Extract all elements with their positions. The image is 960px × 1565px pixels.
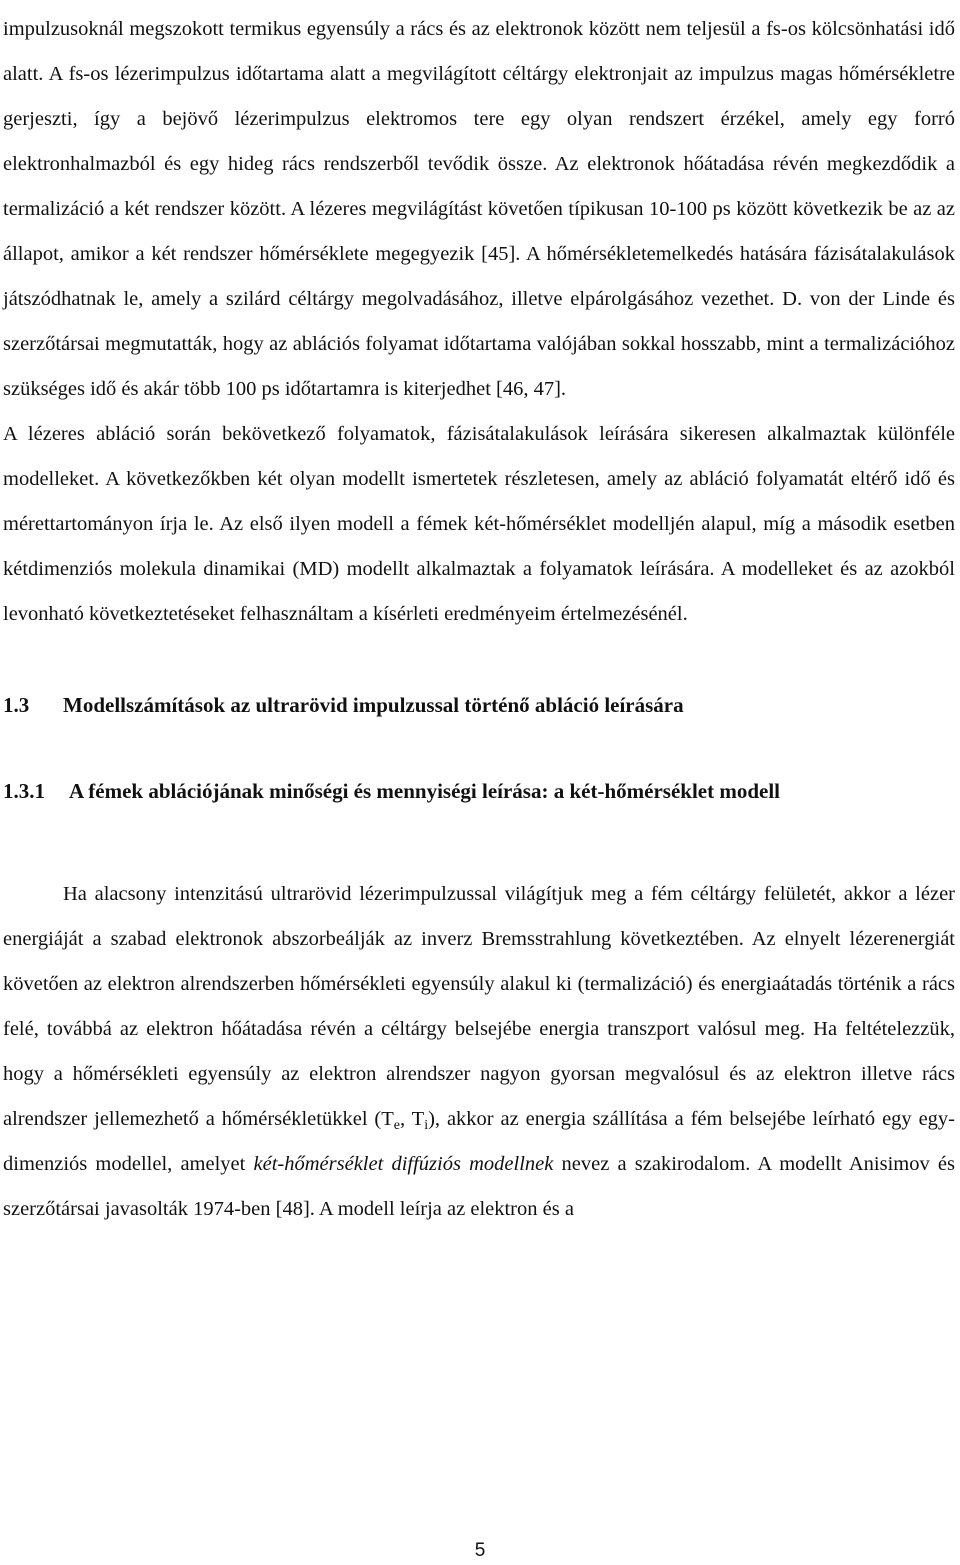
body-paragraph-1: impulzusoknál megszokott termikus egyensúly a rács és az elektronok között nem teljesül a fs-os kölcsönhatási idő alatt. A fs-os lézerimpulzus időtartama alatt a megvilágított céltárgy elektronjait az impulzus magas hőmérsékletre gerjeszti, így a bejövő lézerimpulzus elektromos tere egy olyan rendszert érzékel, amely egy forró elektronhalmazból és egy hideg rács rendszerből tevődik össze. Az elektronok hőátadása révén megkezdődik a termalizáció a két rendszer között. A lézeres megvilágítást követően típikusan 10-100 ps között következik be az az állapot, amikor a két rendszer hőmérséklete megegyezik [45]. A hőmérsékletemelkedés hatására fázisátalakulások játszódhatnak le, amely a szilárd céltárgy megolvadásához, illetve elpárolgásához vezethet. D. von der Linde és szerzőtársai megmutatták, hogy az ablációs folyamat időtartama valójában sokkal hosszabb, mint a termalizációhoz szükséges idő és akár több 100 ps időtartamra is kiterjedhet [46, 47]. — [3, 18, 955, 400]
body-paragraph-2: A lézeres abláció során bekövetkező folyamatok, fázisátalakulások leírására sikeresen alkalmaztak különféle modelleket. A következőkben két olyan modellt ismertetek részletesen, amely az abláció folyamatát eltérő idő és mérettartományon írja le. Az első ilyen modell a fémek két-hőmérséklet modelljén alapul, míg a második esetben kétdimenziós molekula dinamikai (MD) modellt alkalmaztak a folyamatok leírására. A modelleket és az azokból levonható következtetéseket felhasználtam a kísérleti eredményeim értelmezésénél. — [3, 423, 955, 625]
subscript-e: e — [393, 1118, 400, 1133]
document-page — [3, 0, 955, 1232]
paragraph-3-text-a: Ha alacsony intenzitású ultrarövid lézerimpulzussal világítjuk meg a fém céltárgy felületét, akkor a lézer energiáját a szabad elektronok abszorbeálják az inverz Bremsstrahlung következtében. Az elnyelt lézerenergiát követően az elektron alrendszerben hőmérsékleti egyensúly alakul ki (termalizáció) és energiaátadás történik a rács felé, továbbá az elektron hőátadása révén a céltárgy belsejébe energia transzport valósul meg. Ha feltételezzük, hogy a hőmérsékleti egyensúly az elektron alrendszer nagyon gyorsan megvalósul és az elektron illetve rács alrendszer jellemezhető a hőmérsékletükkel (T — [3, 883, 955, 1130]
body-paragraph-3 — [3, 872, 955, 1232]
subsection-title: A fémek ablációjának minőségi és mennyiségi leírása: a két-hőmérséklet modell — [69, 779, 781, 803]
paragraph-3-text-d: nevez a szakirodalom. A modellt Anisimov és szerzőtársai javasolták 1974-ben [48]. A modell leírja az elektron és a — [3, 1153, 955, 1220]
subsection-number: 1.3.1 — [3, 779, 45, 803]
section-title: Modellszámítások az ultrarövid impulzussal történő abláció leírására — [63, 693, 684, 717]
page-number: 5 — [474, 1540, 486, 1561]
section-number: 1.3 — [3, 693, 30, 717]
model-name-emphasis: két-hőmérséklet diffúziós modellnek — [253, 1153, 554, 1175]
paragraph-3-text-b: , T — [400, 1108, 425, 1130]
section-heading — [3, 690, 955, 720]
subsection-heading — [3, 776, 955, 806]
paragraph-3-text-c: ), akkor az energia szállítása a fém belsejébe leírható egy egy-dimenziós modellel, amelyet — [3, 1108, 956, 1175]
subscript-i: i — [424, 1118, 429, 1133]
